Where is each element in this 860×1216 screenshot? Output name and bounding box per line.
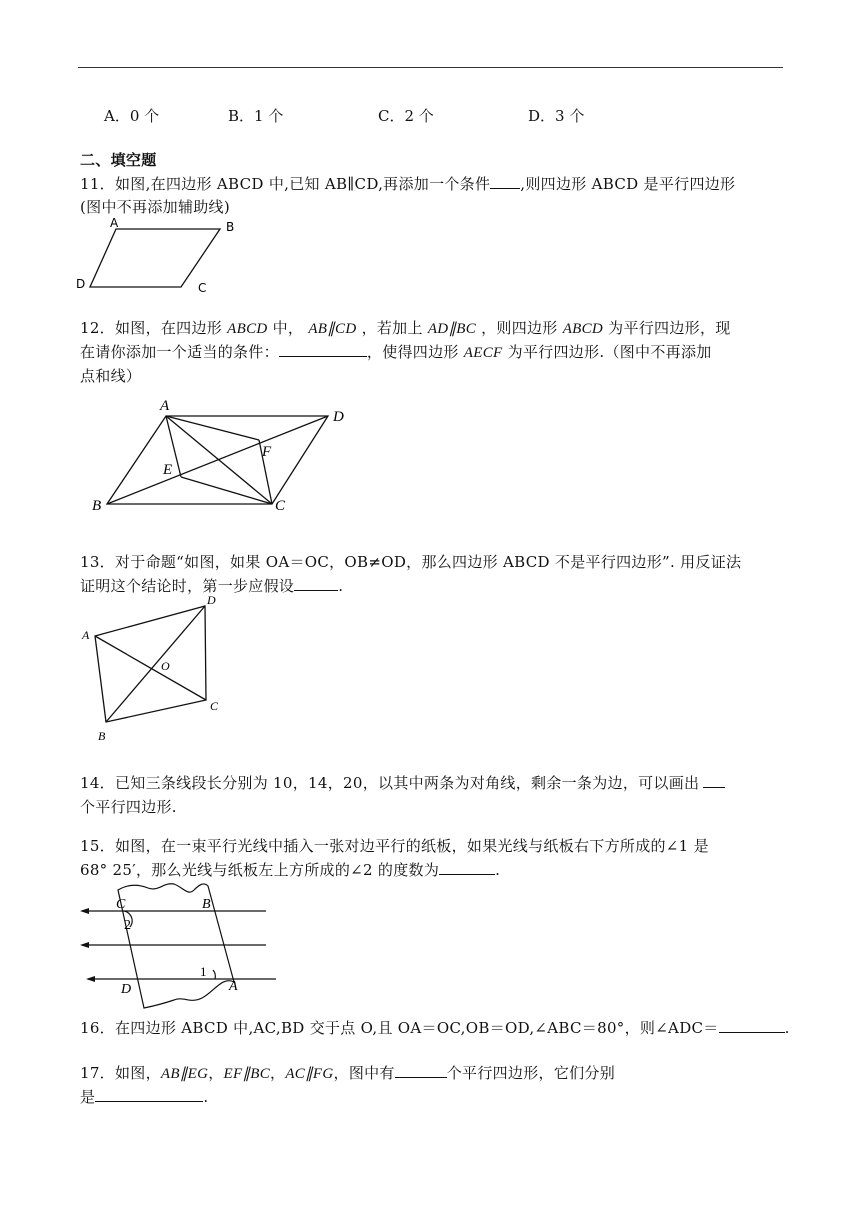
q14-text: 14．已知三条线段长分别为 10，14，20，以其中两条为对角线，剩余一条为边，可以画出 <box>80 774 700 792</box>
q13-label-o: O <box>161 659 170 673</box>
q15-figure <box>76 880 286 1015</box>
q16-text: 16．在四边形 ABCD 中,AC,BD 交于点 O,且 OA＝OC,OB＝OD,∠ABC＝80°，则∠ADC＝ <box>80 1019 719 1037</box>
q11-label-c: C <box>198 281 207 295</box>
q11-figure <box>74 216 244 296</box>
q17-math: AC∥FG <box>285 1066 334 1082</box>
header-rule <box>78 67 783 68</box>
q11-line1 <box>80 172 735 196</box>
q16-line <box>80 1016 790 1040</box>
q17-line2 <box>80 1085 208 1109</box>
q13-text: 证明这个结论时，第一步应假设 <box>80 577 295 595</box>
q12-text: ，则四边形 <box>481 319 558 337</box>
q11-line2: (图中不再添加辅助线) <box>80 198 231 216</box>
q12-line1 <box>80 316 731 341</box>
q13-diagonal-ac <box>95 636 206 700</box>
q12-text: 为平行四边形.（图中不再添加 <box>507 343 712 361</box>
q17-text: ， <box>208 1064 224 1082</box>
q13-diagonal-bd <box>106 606 205 722</box>
q12-text: 为平行四边形，现 <box>608 319 731 337</box>
option-d: D．3 个 <box>528 107 585 125</box>
q11-text-a: 11．如图,在四边形 ABCD 中,已知 AB∥CD,再添加一个条件 <box>80 175 491 193</box>
q13-figure <box>80 594 230 744</box>
q13-text: . <box>338 577 344 595</box>
q13-line1: 13．对于命题“如图，如果 OA＝OC，OB≠OD，那么四边形 ABCD 不是平行四边形”. 用反证法 <box>80 553 742 571</box>
q13-label-c: C <box>210 699 219 713</box>
q12-text: ，若加上 <box>361 319 423 337</box>
q11-blank <box>490 173 520 189</box>
q15-line2 <box>80 858 500 882</box>
q15-arrowhead-1 <box>80 908 89 914</box>
q13-blank <box>294 575 338 591</box>
q17-blank-count <box>395 1062 447 1078</box>
q16-text: . <box>784 1019 790 1037</box>
q13-label-d: D <box>207 593 216 607</box>
q17-text: ， <box>270 1064 286 1082</box>
q12-segment-ec <box>181 477 272 504</box>
q17-text: 个平行四边形，它们分别 <box>446 1064 616 1082</box>
q12-label-e: E <box>163 462 173 478</box>
q12-line2 <box>80 340 712 365</box>
q17-blank-list <box>95 1086 203 1102</box>
q12-label-d: D <box>333 409 344 425</box>
q15-cardboard <box>118 884 234 1008</box>
q14-line2: 个平行四边形. <box>80 798 177 816</box>
q15-angle-1-arc <box>213 970 215 979</box>
q13-label-a: A <box>82 628 90 642</box>
section-title: 二、填空题 <box>80 151 157 169</box>
q12-text: 12．如图，在四边形 <box>80 319 223 337</box>
q11-label-d: D <box>76 277 86 291</box>
q15-label-a: A <box>229 979 238 994</box>
q15-text: 68° 25′，那么光线与纸板左上方所成的∠2 的度数为 <box>80 861 440 879</box>
q12-math: ABCD <box>562 321 604 337</box>
q17-math: EF∥BC <box>223 1066 271 1082</box>
q15-arrowhead-3 <box>86 976 95 982</box>
q16-blank <box>719 1017 785 1033</box>
q13-label-b: B <box>98 729 106 743</box>
q15-label-2: 2 <box>124 918 131 933</box>
q15-label-c: C <box>116 897 126 912</box>
q14-blank <box>703 772 725 788</box>
q17-text: 17．如图， <box>80 1064 161 1082</box>
q12-text: 中， <box>272 319 304 337</box>
q17-text: 是 <box>80 1088 96 1106</box>
q12-label-b: B <box>92 498 102 514</box>
q12-figure <box>88 396 358 516</box>
q14-line1 <box>80 771 725 795</box>
option-b: B．1 个 <box>228 107 284 125</box>
q15-line1: 15．如图，在一束平行光线中插入一张对边平行的纸板，如果光线与纸板右下方所成的∠1 是 <box>80 837 709 855</box>
q15-blank <box>439 859 495 875</box>
q15-label-b: B <box>202 897 211 912</box>
q12-math: AECF <box>463 345 503 361</box>
q15-label-1: 1 <box>200 964 207 979</box>
q12-label-f: F <box>262 444 272 460</box>
q15-label-d: D <box>121 982 132 997</box>
q12-math: AD∥BC <box>427 321 477 337</box>
q17-text: ，图中有 <box>333 1064 395 1082</box>
q12-blank <box>279 341 367 357</box>
q11-parallelogram <box>90 229 220 287</box>
q12-line3: 点和线） <box>80 367 142 385</box>
q12-label-a: A <box>160 398 170 414</box>
q17-math: AB∥EG <box>160 1066 209 1082</box>
q12-math: AB∥CD <box>308 321 357 337</box>
q15-text: . <box>495 861 501 879</box>
q12-text: 在请你添加一个适当的条件： <box>80 343 279 361</box>
q11-label-b: B <box>226 220 235 234</box>
q15-arrowhead-2 <box>80 942 89 948</box>
option-a: A．0 个 <box>104 107 160 125</box>
q17-line1 <box>80 1061 615 1086</box>
q17-text: . <box>203 1088 209 1106</box>
q12-text: ，使得四边形 <box>366 343 459 361</box>
q11-text-b: ,则四边形 ABCD 是平行四边形 <box>520 175 736 193</box>
q12-math: ABCD <box>227 321 268 337</box>
option-c: C．2 个 <box>378 107 434 125</box>
q11-label-a: A <box>110 216 119 230</box>
q12-label-c: C <box>275 498 286 514</box>
